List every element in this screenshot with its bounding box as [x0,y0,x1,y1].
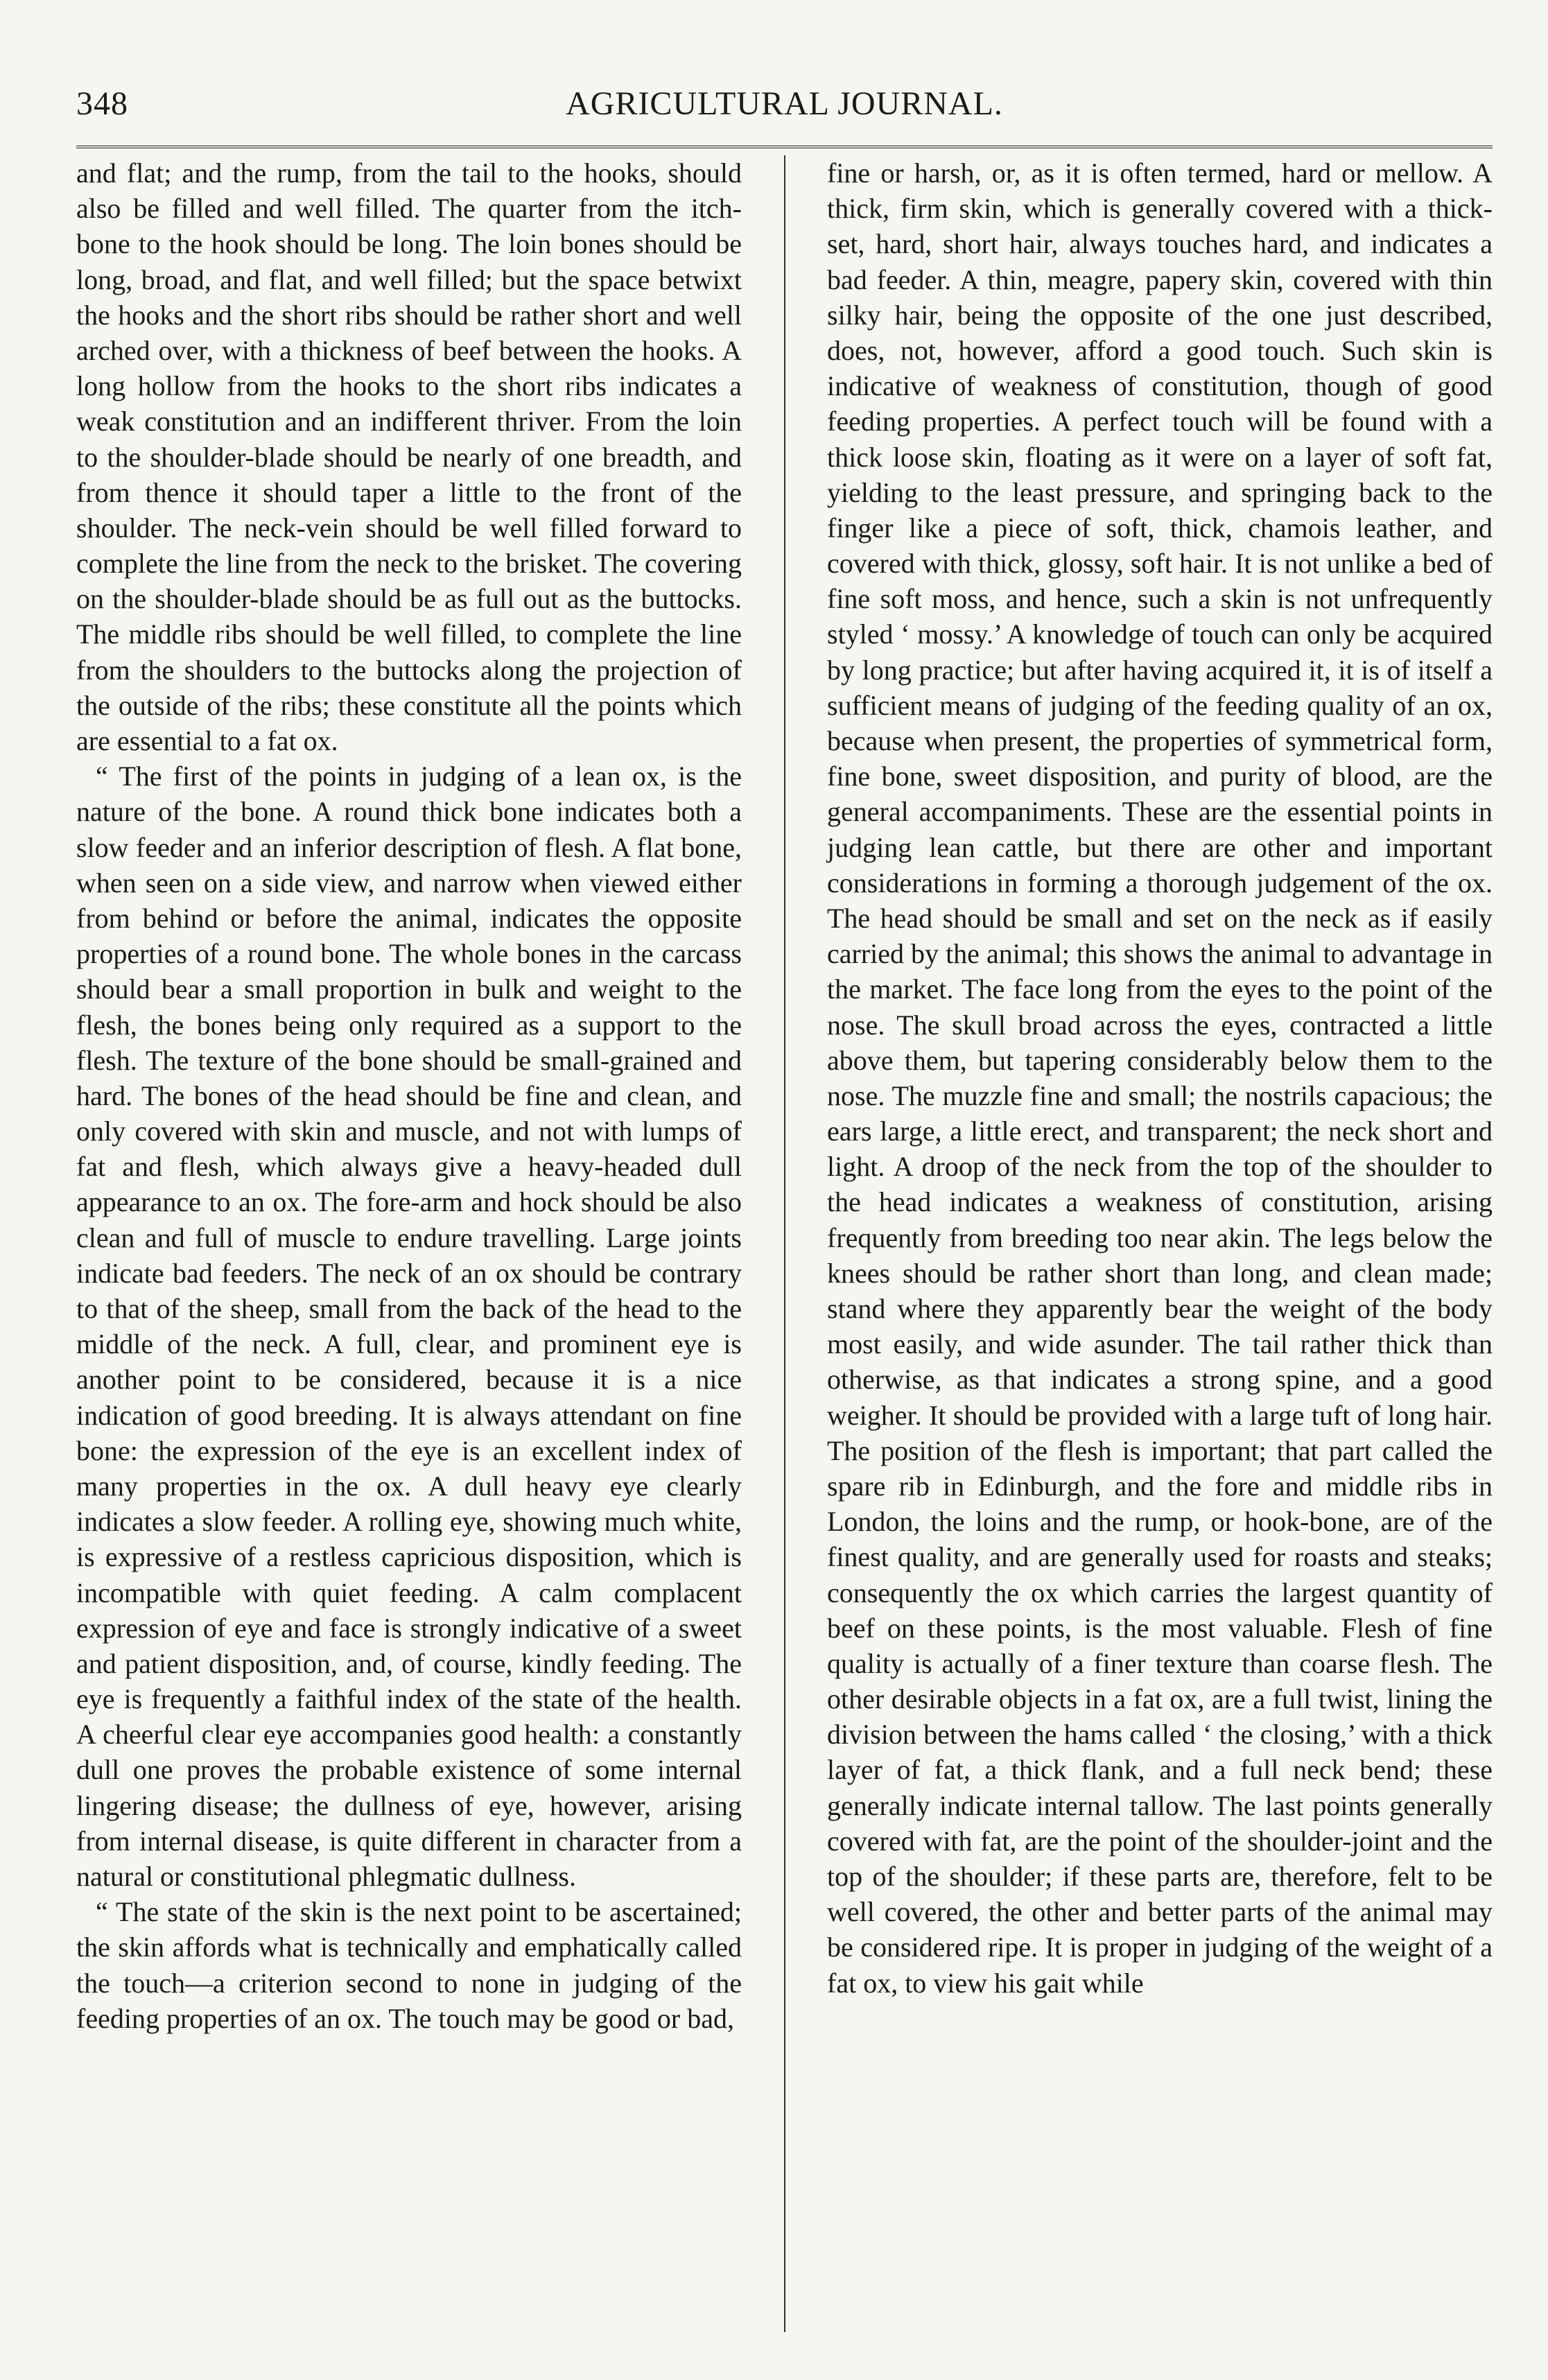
left-column [76,155,742,2332]
left-paragraph-2: “ The first of the points in judging of a lean ox, is the nature of the bone. A round thick bone indicates both a slow feeder and an inferior description of flesh. A flat bone, when seen on a side view, and narrow when viewed either from behind or before the animal, indicates the opposite properties of a round bone. The whole bones in the carcass should bear a small proportion in bulk and weight to the flesh, the bones being only required as a support to the flesh. The texture of the bone should be small-grained and hard. The bones of the head should be fine and clean, and only covered with skin and muscle, and not with lumps of fat and flesh, which always give a heavy-headed dull appearance to an ox. The fore-arm and hock should be also clean and full of muscle to endure travelling. Large joints indicate bad feeders. The neck of an ox should be contrary to that of the sheep, small from the back of the head to the middle of the neck. A full, clear, and prominent eye is another point to be considered, because it is a nice indication of good breeding. It is always attendant on fine bone: the expression of the eye is an excellent index of many properties in the ox. A dull heavy eye clearly indicates a slow feeder. A rolling eye, showing much white, is expressive of a restless capricious disposition, which is incompatible with quiet feeding. A calm complacent expression of eye and face is strongly indicative of a sweet and patient disposition, and, of course, kindly feeding. The eye is frequently a faithful index of the state of the health. A cheerful clear eye accompanies good health: a constantly dull one proves the probable existence of some internal lingering disease; the dullness of eye, however, arising from internal disease, is quite different in character from a natural or constitutional phlegmatic dullness. [76,761,742,1892]
right-paragraph-1: fine or harsh, or, as it is often termed, hard or mellow. A thick, firm skin, which is generally covered with a thick-set, hard, short hair, always touches hard, and indicates a bad feeder. A thin, meagre, papery skin, covered with thin silky hair, being the opposite of the one just described, does, not, however, afford a good touch. Such skin is indicative of weakness of constitution, though of good feeding properties. A perfect touch will be found with a thick loose skin, floating as it were on a layer of soft fat, yielding to the least pressure, and springing back to the finger like a piece of soft, thick, chamois leather, and covered with thick, glossy, soft hair. It is not unlike a bed of fine soft moss, and hence, such a skin is not unfrequently styled ‘ mossy.’ A knowledge of touch can only be acquired by long practice; but after having acquired it, it is of itself a sufficient means of judging of the feeding quality of an ox, because when present, the properties of symmetrical form, fine bone, sweet disposition, and purity of blood, are the general accompaniments. These are the essential points in judging lean cattle, but there are other and important considerations in forming a thorough judgement of the ox. The head should be small and set on the neck as if easily carried by the animal; this shows the animal to advantage in the market. The face long from the eyes to the point of the nose. The skull broad across the eyes, contracted a little above them, but tapering considerably below them to the nose. The muzzle fine and small; the nostrils capacious; the ears large, a little erect, and transparent; the neck short and light. A droop of the neck from the top of the shoulder to the head indicates a weakness of constitution, arising frequently from breeding too near akin. The legs below the knees should be rather short than long, and clean made; stand where they apparently bear the weight of the body most easily, and wide asunder. The tail rather thick than otherwise, as that indicates a strong spine, and a good weigher. It should be provided with a large tuft of long hair. The position of the flesh is important; that part called the spare rib in Edinburgh, and the fore and middle ribs in London, the loins and the rump, or hook-bone, are of the finest quality, and are generally used for roasts and steaks; consequently the ox which carries the largest quantity of beef on these points, is the most valuable. Flesh of fine quality is actually of a finer texture than coarse flesh. The other desirable objects in a fat ox, are a full twist, lining the division between the hams called ‘ the closing,’ with a thick layer of fat, a thick flank, and a full neck bend; these generally indicate internal tallow. The last points generally covered with fat, are the point of the shoulder-joint and the top of the shoulder; if these parts are, therefore, felt to be well covered, the other and better parts of the animal may be considered ripe. It is proper in judging of the weight of a fat ox, to view his gait while [827,157,1493,1999]
left-paragraph-3: “ The state of the skin is the next point to be ascertained; the skin affords what is technically and emphatically called the touch—a criterion second to none in judging of the feeding properties of an ox. The touch may be good or bad, [76,1896,742,2034]
running-title: AGRICULTURAL JOURNAL. [566,85,1003,122]
text-columns [76,155,1493,2332]
page-number: 348 [76,85,128,122]
page-header [76,76,1493,132]
right-column [827,155,1493,2332]
header-rule [76,146,1493,148]
left-paragraph-1: and flat; and the rump, from the tail to the hooks, should also be filled and well filled. The quarter from the itch-bone to the hook should be long. The loin bones should be long, broad, and flat, and well filled; but the space betwixt the hooks and the short ribs should be rather short and well arched over, with a thickness of beef between the hooks. A long hollow from the hooks to the short ribs indicates a weak constitution and an indifferent thriver. From the loin to the shoulder-blade should be nearly of one breadth, and from thence it should taper a little to the front of the shoulder. The neck-vein should be well filled forward to complete the line from the neck to the brisket. The covering on the shoulder-blade should be as full out as the buttocks. The middle ribs should be well filled, to complete the line from the shoulders to the buttocks along the projection of the outside of the ribs; these constitute all the points which are essential to a fat ox. [76,157,742,756]
column-divider [784,155,785,2332]
